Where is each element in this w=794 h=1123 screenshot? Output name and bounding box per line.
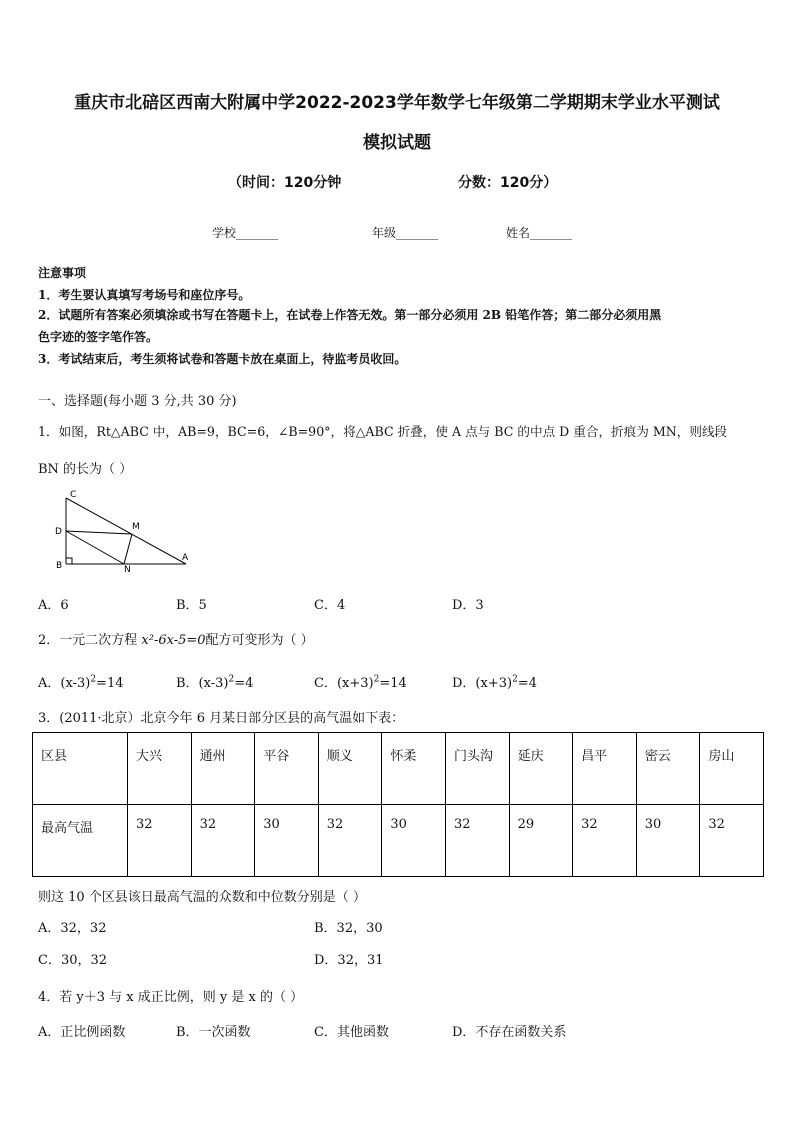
q1-option-b[interactable]: B．5 xyxy=(176,598,207,613)
q3-text-line2: 则这 10 个区县该日最高气温的众数和中位数分别是（ ） xyxy=(38,890,366,905)
label-c: C xyxy=(70,490,77,500)
q3-option-b[interactable]: B．32，30 xyxy=(314,921,383,936)
table-cell: 区县 xyxy=(33,733,128,805)
q2-option-c-rest: =14 xyxy=(379,676,407,691)
table-cell: 房山 xyxy=(700,733,764,805)
name-field[interactable]: 姓名_______ xyxy=(506,226,573,240)
table-row xyxy=(33,733,764,805)
table-cell: 32 xyxy=(445,805,509,877)
q2-option-b[interactable] xyxy=(176,672,253,691)
note-item-3: 3．考试结束后，考生须将试卷和答题卡放在桌面上，待监考员收回。 xyxy=(38,352,407,366)
q2-equation: x²-6x-5=0 xyxy=(141,633,206,648)
q2-option-a-base: A．(x-3) xyxy=(38,676,91,691)
table-cell: 门头沟 xyxy=(445,733,509,805)
total-score: 分数：120分） xyxy=(458,175,558,191)
q4-option-a[interactable]: A．正比例函数 xyxy=(38,1025,126,1040)
note-item-1: 1．考生要认真填写考场号和座位序号。 xyxy=(38,288,251,302)
q1-option-d[interactable]: D．3 xyxy=(452,598,484,613)
table-cell: 平谷 xyxy=(255,733,319,805)
q4-option-d[interactable]: D．不存在函数关系 xyxy=(452,1025,567,1040)
q2-option-d[interactable] xyxy=(452,672,537,691)
table-cell: 昌平 xyxy=(573,733,637,805)
label-a: A xyxy=(182,553,189,563)
q2-text-post: 配方可变形为（ ） xyxy=(205,633,314,648)
q2-option-b-exp: 2 xyxy=(228,674,235,685)
q2-option-d-base: D．(x+3) xyxy=(452,676,513,691)
q4-text: 4．若 y＋3 与 x 成正比例，则 y 是 x 的（ ） xyxy=(38,990,304,1005)
q2-option-a[interactable] xyxy=(38,672,123,691)
table-cell: 30 xyxy=(636,805,700,877)
q2-option-b-rest: =4 xyxy=(234,676,254,691)
notes-heading: 注意事项 xyxy=(38,266,87,280)
temperature-table xyxy=(32,732,764,877)
school-field[interactable]: 学校_______ xyxy=(212,226,279,240)
q4-option-b[interactable]: B．一次函数 xyxy=(176,1025,251,1040)
table-row xyxy=(33,805,764,877)
table-cell: 最高气温 xyxy=(33,805,128,877)
label-b: B xyxy=(56,561,63,571)
q2-option-c[interactable] xyxy=(314,672,407,691)
q2-option-b-base: B．(x-3) xyxy=(176,676,229,691)
label-d: D xyxy=(55,527,62,537)
q1-text-line2: BN 的长为（ ） xyxy=(38,462,133,477)
q2-text xyxy=(38,629,314,648)
table-cell: 32 xyxy=(128,805,192,877)
q2-option-d-rest: =4 xyxy=(517,676,537,691)
table-cell: 32 xyxy=(191,805,255,877)
q1-triangle-figure xyxy=(50,488,200,573)
table-cell: 32 xyxy=(318,805,382,877)
note-item-2-line1: 2．试题所有答案必须填涂或书写在答题卡上，在试卷上作答无效。第一部分必须用 2B 铅笔作答；第二部分必须用黑 xyxy=(38,308,662,322)
table-cell: 顺义 xyxy=(318,733,382,805)
q1-option-c[interactable]: C．4 xyxy=(314,598,346,613)
table-cell: 32 xyxy=(573,805,637,877)
q4-option-c[interactable]: C．其他函数 xyxy=(314,1025,389,1040)
table-cell: 大兴 xyxy=(128,733,192,805)
label-m: M xyxy=(132,522,140,532)
table-cell: 30 xyxy=(255,805,319,877)
table-cell: 29 xyxy=(509,805,573,877)
section-heading: 一、选择题(每小题 3 分,共 30 分) xyxy=(38,394,237,409)
table-cell: 30 xyxy=(382,805,446,877)
note-item-2-line2: 色字迹的签字笔作答。 xyxy=(38,330,159,344)
q2-option-a-rest: =14 xyxy=(96,676,124,691)
q3-option-c[interactable]: C．30，32 xyxy=(38,953,108,968)
exam-title-line1: 重庆市北碚区西南大附属中学2022-2023学年数学七年级第二学期期末学业水平测试 xyxy=(74,93,720,113)
q1-text-line1: 1．如图，Rt△ABC 中，AB=9，BC=6，∠B=90°，将△ABC 折叠，使 A 点与 BC 的中点 D 重合，折痕为 MN，则线段 xyxy=(38,424,728,439)
table-cell: 密云 xyxy=(636,733,700,805)
q1-option-a[interactable]: A．6 xyxy=(38,598,69,613)
label-n: N xyxy=(124,565,131,573)
table-cell: 延庆 xyxy=(509,733,573,805)
q3-option-a[interactable]: A．32，32 xyxy=(38,921,107,936)
q2-text-pre: 2．一元二次方程 xyxy=(38,633,142,648)
table-cell: 怀柔 xyxy=(382,733,446,805)
q2-option-c-exp: 2 xyxy=(373,674,380,685)
table-cell: 通州 xyxy=(191,733,255,805)
time-limit: （时间：120分钟 xyxy=(228,175,342,191)
q2-option-c-base: C．(x+3) xyxy=(314,676,374,691)
q3-option-d[interactable]: D．32，31 xyxy=(314,953,384,968)
table-cell: 32 xyxy=(700,805,764,877)
q3-text-line1: 3．(2011·北京）北京今年 6 月某日部分区县的高气温如下表： xyxy=(38,711,405,726)
grade-field[interactable]: 年级_______ xyxy=(372,226,439,240)
q2-option-d-exp: 2 xyxy=(512,674,518,685)
q2-option-a-exp: 2 xyxy=(90,674,97,685)
exam-title-line2: 模拟试题 xyxy=(363,133,431,153)
